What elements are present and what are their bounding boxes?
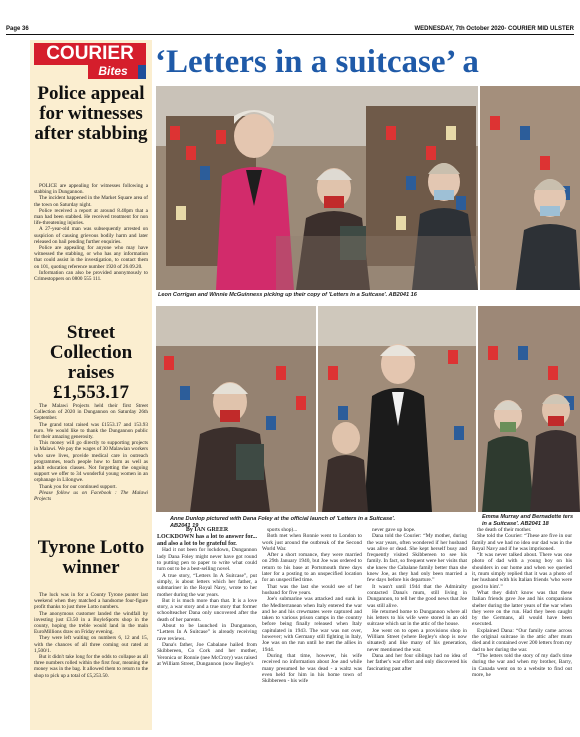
paragraph: Dana's father, Joe Cabalane hailed from Skibbereen, Co Cork and her mother, Veronica or Ronnie (nee McCrory) was raised at William Street, Dungannon (now Begley's bbox=[157, 641, 257, 667]
paragraph: What they didn't know was that these Italian friends gave Joe and his companions shelter during the latter years of the war when they were on the run. Had they been caught by the Germans, all would have been executed. bbox=[472, 589, 572, 628]
photo-launch-centre bbox=[318, 306, 476, 512]
story-title-police: Police appeal for witnesses after stabbing bbox=[34, 83, 148, 144]
paragraph: A true story, “Letters In A Suitcase”, put simply, is about letters which her father, a submariner in the Royal Navy, wrote to her mother during the war years. bbox=[157, 572, 257, 598]
photo-launch-left bbox=[156, 306, 316, 512]
paragraph: About to be launched in Dungannon, “Letters In A Suitcase” is already receiving rave reviews. bbox=[157, 623, 257, 642]
main-headline: ‘Letters in a suitcase’ a bbox=[155, 44, 479, 80]
logo-bites-text: Bites bbox=[88, 64, 138, 79]
dateline: WEDNESDAY, 7th October 2020- COURIER MID ULSTER bbox=[414, 26, 574, 32]
photo-shop-top-right bbox=[480, 86, 580, 290]
article-lead: LOCKDOWN has a lot to answer for... and also a lot to be grateful for. bbox=[157, 534, 257, 547]
courier-bites-logo bbox=[34, 43, 146, 83]
paragraph: After a short romance, they were married on 29th January 1940, but Joe was ordered to return to his base at Portsmouth three days later for a posting to an unspecified location for an unspecified time. bbox=[262, 552, 362, 584]
paragraph: Police are appealing for anyone who may have witnessed the stabbing, or who has any information that could assist in the investigation, to contact them on 101, quoting reference number 1920 of 26.09.20. bbox=[34, 245, 148, 270]
paragraph: sports shop)... bbox=[267, 527, 298, 533]
logo-accent bbox=[138, 65, 146, 79]
photo-scene bbox=[156, 86, 478, 290]
logo-courier-text: COURIER bbox=[34, 43, 146, 65]
page-header bbox=[0, 0, 580, 36]
paragraph: Dana told the Courier: “My mother, during the war years, often wondered if her husband was alive or dead. She kept herself busy and frequently visited Skibbereen to see his family. In fact, so frequent were her visits that she knew the Cabalane family better than she knew Joe, as they had only been married a few days before his departure.” bbox=[367, 533, 467, 584]
article-column-4 bbox=[472, 527, 572, 678]
paragraph: But it didn't take long for the odds to collapse as all three numbers rolled within the first four, meaning the money was in the bag. It allowed them to return to the shop to pick up a total of £5,253.50. bbox=[34, 654, 148, 679]
caption-photo-4: Emma Murray and Bernadette ters in a Suitcase'. AB2041 18 bbox=[482, 514, 574, 527]
header-rule bbox=[6, 34, 574, 35]
paragraph: The anonymous customer landed the windfall by investing just £3.50 in a BoyleSports shop in the county, hoping the treble would land in the main EuroMillions draw on Friday evening. bbox=[34, 610, 148, 636]
paragraph: Both met when Ronnie went to London to work just around the outbreak of the Second World War. bbox=[262, 533, 362, 552]
paragraph: the death of their mother. bbox=[477, 527, 532, 533]
paragraph: The luck was in for a County Tyrone punter last weekend when they matched a handsome four-figure profit thanks to just three Lotto numbers. bbox=[34, 592, 148, 611]
story-title-collection: Street Collection raises £1,553.17 bbox=[49, 322, 133, 403]
paragraph: The grand total raised was £1553.17 and 153.93 euro. We would like to thank the Dungannon public for their amazing generosity. bbox=[34, 421, 148, 441]
article-column-1 bbox=[157, 527, 257, 667]
paragraph: “The letters told the story of my dad's time during the war and when my brother, Barry, in Canada went on to a website to find out more, he bbox=[472, 652, 572, 678]
paragraph: Explained Dana: “Our family came across the original suitcase in the attic after mum died and it contained over 200 letters from my dad to her during the war. bbox=[472, 627, 572, 653]
photo-launch-right bbox=[478, 306, 580, 512]
story-title-lotto: Tyrone Lotto winner bbox=[37, 537, 145, 578]
page-number: Page 36 bbox=[6, 26, 29, 32]
paragraph: This money will go directly to supporting projects in Malawi. We pay the wages of 30 Malawian workers who save lives, provide medical care in outreach programmes, teach people how to farm as well as adult education classes. Not forgetting the ongoing support we offer to 34 wonderful young women in an orphanage in Lilongwe. bbox=[34, 440, 148, 484]
paragraph: Joe went on to open a provisions shop in William Street (where Begley's shop is now situated) and like many of his generation, never mentioned the war. bbox=[367, 627, 467, 653]
paragraph: Joe's submarine was attacked and sunk in the Mediterranean when Italy entered the war and he and his crewmates were captured and taken to various prison camps in the country before being finally released when Italy capitulated in 1943. The war was not over, however; with Germany still fighting in Italy, Joe was on the run until he met the allies in 1944. bbox=[262, 596, 362, 653]
paragraph: She told the Courier: “These are five in our family and we had no idea our dad was in the Royal Navy and if he was imprisoned. bbox=[472, 533, 572, 552]
paragraph: It wasn't until 1944 that the Admiralty contacted Dana's mum, still living in Dungannon, to tell her the good news that Joe was still alive. bbox=[367, 583, 467, 609]
photo-scene bbox=[478, 306, 580, 512]
paragraph: POLICE are appealing for witnesses following a stabbing in Dungannon. bbox=[34, 183, 148, 196]
paragraph: Information can also be provided anonymously to Crimestoppers on 0800 555 111. bbox=[34, 269, 148, 283]
byline: By IAN GREER bbox=[185, 527, 229, 533]
paragraph: Thank you for our continued support. bbox=[39, 483, 117, 490]
paragraph: During that time, however, his wife received no information about Joe and while many presumed he was dead - a waltz was even held for him in his home town of Skibbereen - his wife bbox=[262, 652, 362, 685]
photo-scene bbox=[318, 306, 476, 512]
paragraph: The incident happened in the Market Square area of the town on Saturday night. bbox=[34, 195, 148, 208]
paragraph: The Malawi Projects held their first Street Collection of 2020 in Dungannon on Saturday 26th September. bbox=[34, 403, 148, 422]
paragraph: Police received a report at around 8.40pm that a man had been stabbed. He received treatment for non life-threatening injuries. bbox=[34, 207, 148, 227]
article-column-3 bbox=[367, 527, 467, 672]
paragraph: He returned home to Dungannon where all his letters to his wife were stored in an old suitcase which sat in the attic of the house. bbox=[367, 608, 467, 628]
caption-photo-1: Leon Corrigan and Winnie McGuinness picking up their copy of 'Letters in a Suitcase'. AB2041 16 bbox=[158, 292, 417, 298]
story-body-police bbox=[34, 183, 148, 282]
paragraph: A 27-year-old man was subsequently arrested on suspicion of causing grievous bodily harm and later released on bail pending further enquiries. bbox=[34, 226, 148, 245]
caption-photo-2: Anne Dunlop pictured with Dana Foley at the official launch of 'Letters in a Suitcase'. AB2041 19 bbox=[170, 516, 396, 529]
paragraph: Please follow us on Facebook : The Malawi Projects bbox=[34, 489, 148, 503]
paragraph: never gave up hope. bbox=[372, 527, 416, 533]
news-bites-sidebar bbox=[30, 40, 152, 730]
paragraph: But it is much more than that. It is a love story, a war story and a true story that former schoolteacher Dana only uncovered after the death of her parents. bbox=[157, 597, 257, 623]
article-column-2 bbox=[262, 527, 362, 684]
paragraph: That was the last she would see of her husband for five years. bbox=[262, 583, 362, 596]
paragraph: Dana and her four siblings had no idea of her father's war effort and only discovered his fascinating past after bbox=[367, 652, 467, 672]
story-body-collection bbox=[34, 403, 148, 502]
photo-shop-top bbox=[156, 86, 478, 290]
photo-scene bbox=[480, 86, 580, 290]
paragraph: They were left waiting on numbers 6, 12 and 15, with the chances of all three coming out rated at 1,500/1. bbox=[34, 635, 148, 654]
paragraph: “It was never talked about. There was one photo of dad with a young boy on his shoulders in our home and when we queried it, mum simply replied that it was a photo of her husband with his Italian friends 'who were good to him'.” bbox=[472, 552, 572, 590]
photo-scene bbox=[156, 306, 316, 512]
paragraph: Had it not been for lockdown, Dungannon lady Dana Foley might never have got round to putting pen to paper to write what could turn out to be a best-selling novel. bbox=[157, 547, 257, 573]
story-body-lotto bbox=[34, 592, 148, 679]
